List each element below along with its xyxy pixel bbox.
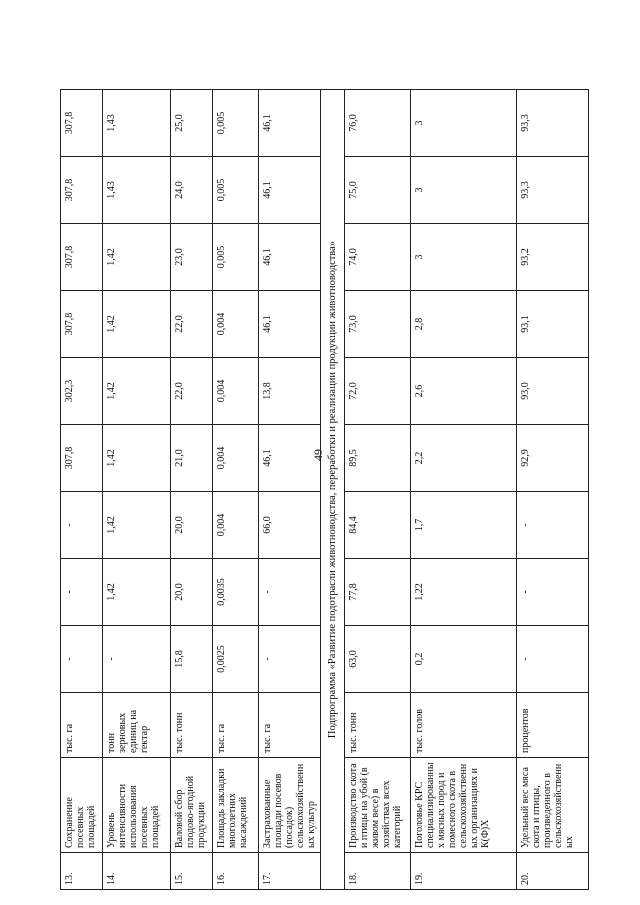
value-cell: 307,8 [61,425,103,492]
unit-cell: тыс. га [61,693,103,758]
indicator-name: Удельный вес мяса скота и птицы, произведенного в сельскохозяйственных [517,758,589,853]
table-container [60,90,580,890]
value-cell: 72,0 [345,358,411,425]
value-cell: - [259,559,321,626]
value-cell: 13,8 [259,358,321,425]
value-cell: - [61,626,103,693]
indicator-name: Сохранение посевных площадей [61,758,103,853]
section-title: Подпрограмма «Развитие подотрасли животноводства, переработки и реализации продукции животноводства» [321,90,345,890]
table-row [411,90,517,890]
value-cell: - [517,492,589,559]
table-row [517,90,589,890]
indicator-name: Уровень интенсивности использования посевных площадей [103,758,171,853]
unit-cell: тыс. га [213,693,259,758]
value-cell: 22,0 [171,358,213,425]
value-cell: 22,0 [171,291,213,358]
table-body-plant [61,90,321,890]
value-cell: 76,0 [345,90,411,157]
row-number: 16. [213,853,259,890]
value-cell: 23,0 [171,224,213,291]
value-cell: 0,2 [411,626,517,693]
value-cell: 1,42 [103,291,171,358]
table-body-livestock [345,90,589,890]
value-cell: 0,004 [213,291,259,358]
value-cell: 3 [411,90,517,157]
table-row [61,90,103,890]
value-cell: 21,0 [171,425,213,492]
value-cell: 46,1 [259,157,321,224]
value-cell: 1,42 [103,492,171,559]
value-cell: 77,8 [345,559,411,626]
value-cell: 2,2 [411,425,517,492]
unit-cell: тыс. голов [411,693,517,758]
row-number: 13. [61,853,103,890]
unit-cell: тыс. га [259,693,321,758]
value-cell: 0,005 [213,157,259,224]
value-cell: - [517,559,589,626]
value-cell: 0,005 [213,90,259,157]
indicator-name: Застрахованные площади посевов (посадок) сельскохозяйственных культур [259,758,321,853]
value-cell: 1,43 [103,90,171,157]
value-cell: 74,0 [345,224,411,291]
value-cell: 2,6 [411,358,517,425]
value-cell: 84,4 [345,492,411,559]
value-cell: 0,0025 [213,626,259,693]
value-cell: 1,43 [103,157,171,224]
row-number: 14. [103,853,171,890]
indicators-table [60,89,589,890]
table-row [259,90,321,890]
value-cell: 1,22 [411,559,517,626]
value-cell: 1,42 [103,224,171,291]
value-cell: 46,1 [259,224,321,291]
value-cell: 1,42 [103,559,171,626]
table-row [213,90,259,890]
indicator-name: Производство скота и птицы на убой (в живом весе) в хозяйствах всех категорий [345,758,411,853]
indicator-name: Площадь закладки многолетних насаждений [213,758,259,853]
value-cell: 25,0 [171,90,213,157]
value-cell: 20,0 [171,559,213,626]
value-cell: 0,005 [213,224,259,291]
value-cell: 46,1 [259,291,321,358]
value-cell: 89,5 [345,425,411,492]
value-cell: 0,004 [213,425,259,492]
value-cell: 75,0 [345,157,411,224]
value-cell: 46,1 [259,90,321,157]
value-cell: 73,0 [345,291,411,358]
value-cell: - [61,492,103,559]
value-cell: 307,8 [61,90,103,157]
value-cell: 66,0 [259,492,321,559]
value-cell: - [103,626,171,693]
table-row [345,90,411,890]
value-cell: 93,3 [517,90,589,157]
value-cell: 93,2 [517,224,589,291]
value-cell: 3 [411,224,517,291]
value-cell: 2,8 [411,291,517,358]
value-cell: 0,004 [213,492,259,559]
value-cell: 63,0 [345,626,411,693]
value-cell: 46,1 [259,425,321,492]
value-cell: 302,3 [61,358,103,425]
value-cell: 24,0 [171,157,213,224]
value-cell: 93,1 [517,291,589,358]
row-number: 17. [259,853,321,890]
value-cell: - [259,626,321,693]
value-cell: 1,42 [103,358,171,425]
value-cell: 1,7 [411,492,517,559]
value-cell: 92,9 [517,425,589,492]
value-cell: 15,8 [171,626,213,693]
value-cell: 93,3 [517,157,589,224]
value-cell: 307,8 [61,291,103,358]
value-cell: 307,8 [61,224,103,291]
unit-cell: процентов [517,693,589,758]
table-section [321,90,345,890]
value-cell: - [61,559,103,626]
table-row [103,90,171,890]
value-cell: 0,004 [213,358,259,425]
row-number: 20. [517,853,589,890]
unit-cell: тыс. тонн [171,693,213,758]
value-cell: - [517,626,589,693]
row-number: 18. [345,853,411,890]
value-cell: 307,8 [61,157,103,224]
unit-cell: тыс. тонн [345,693,411,758]
value-cell: 1,42 [103,425,171,492]
row-number: 19. [411,853,517,890]
unit-cell: тонн зерновых единиц на гектар [103,693,171,758]
value-cell: 20,0 [171,492,213,559]
table-row [171,90,213,890]
value-cell: 0,0035 [213,559,259,626]
row-number: 15. [171,853,213,890]
value-cell: 3 [411,157,517,224]
indicator-name: Поголовье КРС специализированных мясных пород и помесного скота в сельскохозяйственных организациях и К(Ф)Х [411,758,517,853]
indicator-name: Валовой сбор плодово-ягодной продукции [171,758,213,853]
value-cell: 93,0 [517,358,589,425]
page-number: 49 [311,449,325,461]
